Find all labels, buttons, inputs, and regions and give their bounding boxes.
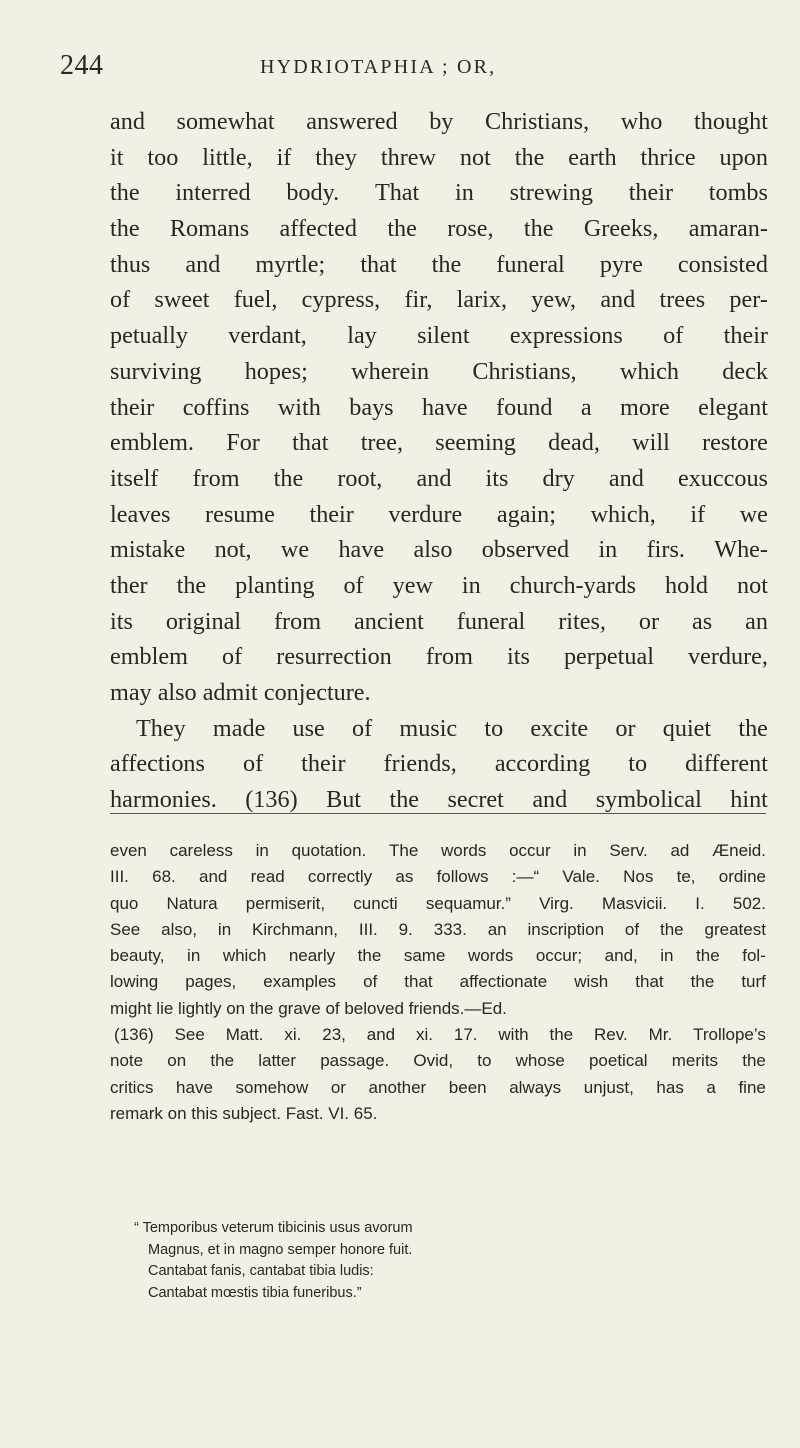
text-line: the interred body. That in strewing their tombs [110, 179, 768, 207]
footnote-line: lowing pages, examples of that affectionate wish that the turf [110, 972, 766, 992]
text-line: it too little, if they threw not the earth thrice upon [110, 143, 768, 171]
text-line: harmonies. (136) But the secret and symbolical hint [110, 786, 768, 814]
footnote-line: critics have somehow or another been always unjust, has a fine [110, 1077, 766, 1097]
text-line: They made use of music to excite or quiet the [136, 714, 768, 742]
text-line: its original from ancient funeral rites, or as an [110, 607, 768, 635]
verse-line: Cantabat mœstis tibia funeribus.” [148, 1284, 362, 1301]
text-line: their coffins with bays have found a more elegant [110, 393, 768, 421]
footnote-line: even careless in quotation. The words occur in Serv. ad Æneid. [110, 841, 766, 860]
footnote-divider [110, 813, 766, 814]
running-title: HYDRIOTAPHIA ; OR, [260, 56, 497, 78]
text-line: emblem. For that tree, seeming dead, will restore [110, 429, 768, 457]
footnote-line: might lie lightly on the grave of beloved friends.—Ed. [110, 998, 507, 1018]
text-line: and somewhat answered by Christians, who thought [110, 108, 768, 135]
footnote-line: quo Natura permiserit, cuncti sequamur.” Virg. Masvicii. I. 502. [110, 893, 766, 913]
page-number: 244 [60, 50, 104, 81]
verse-line: Magnus, et in magno semper honore fuit. [148, 1241, 413, 1258]
text-line: ther the planting of yew in church-yards hold not [110, 571, 768, 599]
footnote-line: See also, in Kirchmann, III. 9. 333. an inscription of the greatest [110, 919, 766, 939]
verse-line: Cantabat fanis, cantabat tibia ludis: [148, 1263, 374, 1279]
text-line: emblem of resurrection from its perpetual verdure, [110, 643, 768, 671]
footnote-line: note on the latter passage. Ovid, to whose poetical merits the [110, 1051, 766, 1071]
footnote-line: (136) See Matt. xi. 23, and xi. 17. with the Rev. Mr. Trollope’s [114, 1025, 766, 1045]
text-line: of sweet fuel, cypress, fir, larix, yew, and trees per- [110, 286, 768, 314]
main-text [110, 104, 768, 818]
text-line: surviving hopes; wherein Christians, which deck [110, 357, 768, 385]
footnotes [110, 838, 766, 1127]
text-line: thus and myrtle; that the funeral pyre consisted [110, 250, 768, 278]
text-line: the Romans affected the rose, the Greeks, amaran- [110, 215, 768, 243]
text-line: petually verdant, lay silent expressions of their [110, 322, 768, 350]
footnote-line: beauty, in which nearly the same words occur; and, in the fol- [110, 946, 766, 966]
text-line: may also admit conjecture. [110, 679, 371, 706]
text-line: affections of their friends, according to different [110, 750, 768, 778]
footnote-line: remark on this subject. Fast. VI. 65. [110, 1103, 378, 1123]
latin-verse-quotation [134, 1218, 774, 1304]
running-head [0, 50, 800, 90]
text-line: itself from the root, and its dry and exuccous [110, 464, 768, 492]
verse-line: “ Temporibus veterum tibicinis usus avorum [134, 1220, 413, 1236]
footnote-line: III. 68. and read correctly as follows :—“ Vale. Nos te, ordine [110, 867, 766, 887]
text-line: mistake not, we have also observed in firs. Whe- [110, 536, 768, 564]
text-line: leaves resume their verdure again; which, if we [110, 500, 768, 528]
